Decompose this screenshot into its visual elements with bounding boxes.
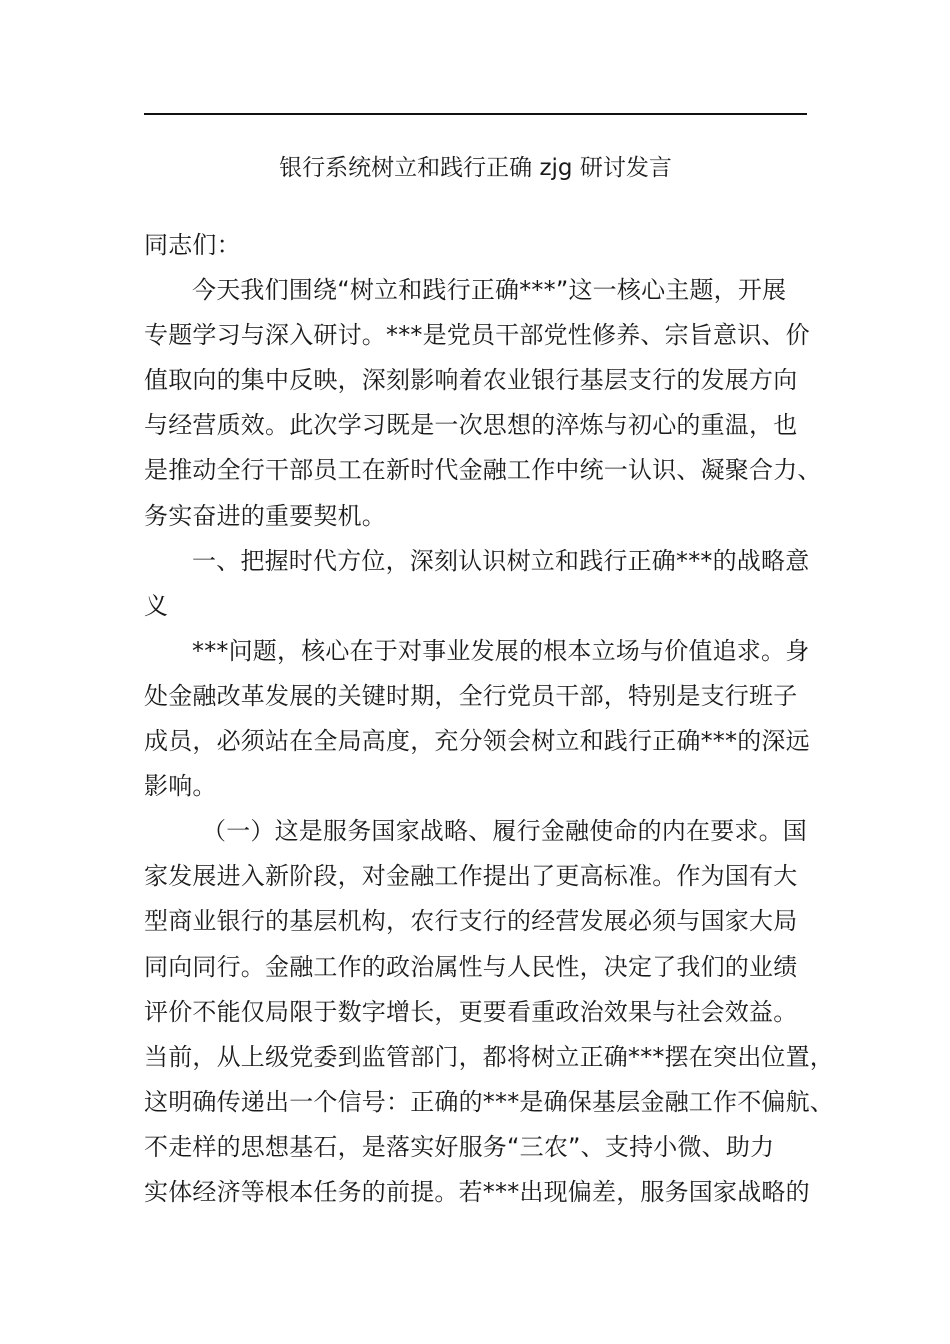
header-rule: [144, 113, 807, 115]
paragraph-line: 家发展进入新阶段，对金融工作提出了更高标准。作为国有大: [144, 862, 798, 891]
paragraph-line: 是推动全行干部员工在新时代金融工作中统一认识、凝聚合力、: [144, 456, 822, 485]
paragraph-line: 与经营质效。此次学习既是一次思想的淬炼与初心的重温，也: [144, 411, 798, 440]
paragraph-line: 这明确传递出一个信号：正确的***是确保基层金融工作不偏航、: [144, 1087, 834, 1116]
paragraph-line: 影响。: [144, 772, 217, 801]
document-title: 银行系统树立和践行正确 zjg 研讨发言: [279, 155, 672, 181]
section-heading-line: 一、把握时代方位，深刻认识树立和践行正确***的战略意: [192, 546, 810, 575]
paragraph-line: 实体经济等根本任务的前提。若***出现偏差，服务国家战略的: [144, 1177, 810, 1206]
paragraph-line: 处金融改革发展的关键时期，全行党员干部，特别是支行班子: [144, 681, 798, 710]
paragraph-line: 值取向的集中反映，深刻影响着农业银行基层支行的发展方向: [144, 366, 798, 395]
paragraph-line: 成员，必须站在全局高度，充分领会树立和践行正确***的深远: [144, 727, 810, 756]
paragraph-line: 型商业银行的基层机构，农行支行的经营发展必须与国家大局: [144, 907, 798, 936]
document-body: [144, 223, 834, 1215]
paragraph-line: 同向同行。金融工作的政治属性与人民性，决定了我们的业绩: [144, 952, 798, 981]
section-heading-line: 义: [144, 591, 169, 620]
paragraph-line: 不走样的思想基石，是落实好服务“三农”、支持小微、助力: [144, 1132, 775, 1161]
subsection-line: （一）这是服务国家战略、履行金融使命的内在要求。国: [202, 817, 807, 846]
paragraph-line: 当前，从上级党委到监管部门，都将树立正确***摆在突出位置，: [144, 1042, 834, 1071]
paragraph-line: 专题学习与深入研讨。***是党员干部党性修养、宗旨意识、价: [144, 321, 810, 350]
paragraph-line: 今天我们围绕“树立和践行正确***”这一核心主题，开展: [192, 276, 787, 305]
paragraph-line: ***问题，核心在于对事业发展的根本立场与价值追求。身: [192, 636, 810, 665]
paragraph-line: 评价不能仅局限于数字增长，更要看重政治效果与社会效益。: [144, 997, 798, 1026]
salutation-line: 同志们：: [144, 231, 241, 259]
paragraph-line: 务实奋进的重要契机。: [144, 501, 386, 530]
